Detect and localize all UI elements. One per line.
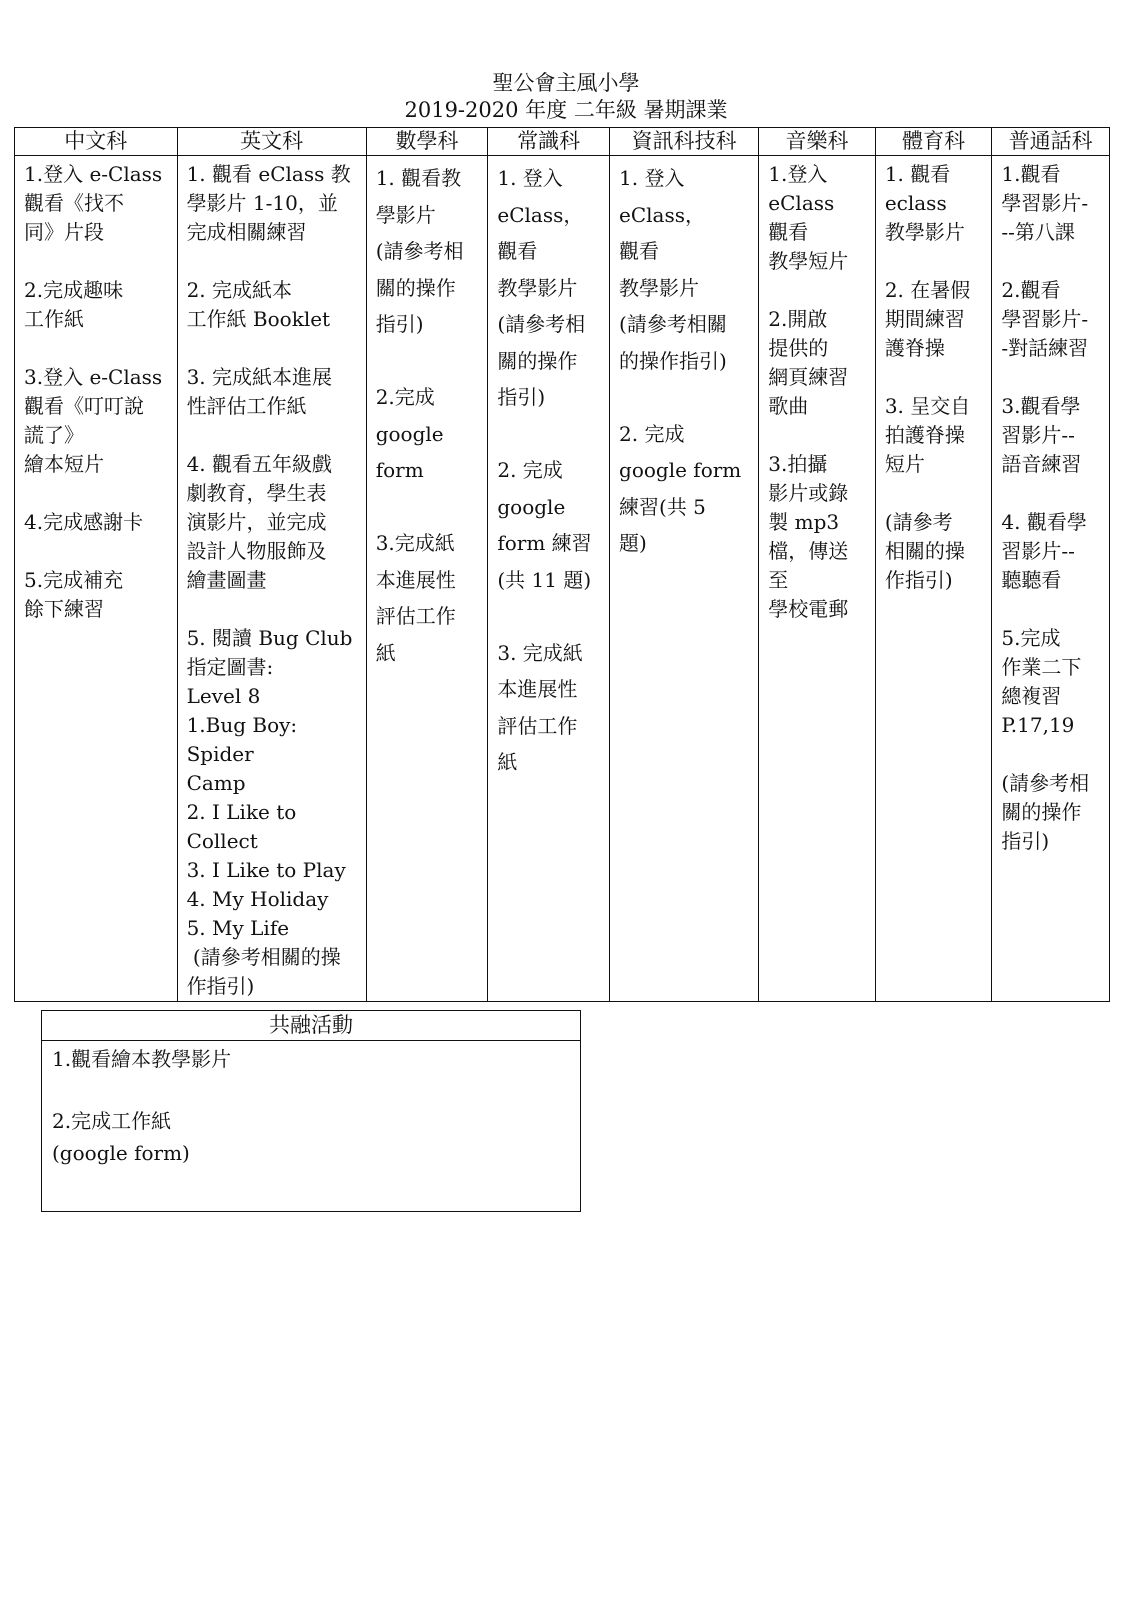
table-row [15,156,1110,1002]
task-item: 2.完成 google form [375,385,444,482]
column-header-english: 英文科 [177,128,366,156]
task-item: 2. 完成紙本 工作紙 Booklet [186,278,331,331]
column-header-chinese: 中文科 [15,128,178,156]
task-item: 1. 登入 eClass， 觀看 教學影片 (請參考相關 的操作指引) [619,166,727,373]
task-item: 5. 閱讀 Bug Club 指定圖書: Level 8 1.Bug Boy: Spider Camp 2. I Like to Collect 3. I Like to Play 4. My Holiday 5. My Life (請參考相關的操 作指引) [186,626,353,998]
english-tasks-cell [177,156,366,1002]
task-item: 1. 觀看教 學影片 (請參考相 關的操作 指引) [375,166,464,336]
task-item: 1. 觀看 eclass 教學影片 [884,162,965,244]
column-header-general-studies: 常識科 [488,128,610,156]
task-item: 3.登入 e-Class 觀看《叮叮說 謊了》 繪本短片 [24,365,163,476]
task-item: 1.登入 eClass 觀看 教學短片 [768,162,849,273]
task-item: 3. 完成紙本進展 性評估工作紙 [186,365,333,418]
inclusion-activity-box [41,1010,581,1212]
document-subtitle: 2019-2020 年度 二年級 暑期課業 [404,98,728,122]
task-item: 1.登入 e-Class 觀看《找不 同》片段 [24,162,163,244]
task-item: 3.觀看學 習影片-- 語音練習 [1001,394,1082,476]
column-header-putonghua: 普通話科 [992,128,1110,156]
homework-table [14,127,1110,1002]
task-item: 1. 觀看 eClass 教 學影片 1-10，並 完成相關練習 [186,162,351,244]
task-item: 3.完成紙 本進展性 評估工作 紙 [375,531,456,665]
task-item: 4. 觀看學 習影片-- 聽聽看 [1001,510,1087,592]
task-item: (請參考 相關的操 作指引) [884,510,965,592]
column-header-math: 數學科 [366,128,488,156]
column-header-pe: 體育科 [875,128,992,156]
ict-tasks-cell [610,156,759,1002]
school-name: 聖公會主風小學 [492,71,640,95]
activity-item: 1.觀看繪本教學影片 [52,1047,232,1071]
task-item: 4.完成感謝卡 [24,510,144,534]
column-header-ict: 資訊科技科 [610,128,759,156]
task-item: 4. 觀看五年級戲 劇教育，學生表 演影片，並完成 設計人物服飾及 繪畫圖畫 [186,452,333,592]
task-item: 3.拍攝 影片或錄 製 mp3 檔，傳送 至 學校電郵 [768,452,849,621]
task-item: 1.觀看 學習影片- --第八課 [1001,162,1089,244]
task-item: 5.完成 作業二下 總複習 P.17,19 [1001,626,1082,737]
column-header-music: 音樂科 [759,128,876,156]
task-item: 1. 登入 eClass， 觀看 教學影片 (請參考相 關的操作 指引) [497,166,586,409]
task-item: 2.完成趣味 工作紙 [24,278,124,331]
task-item: 2. 在暑假 期間練習 護脊操 [884,278,971,360]
task-item: 2. 完成 google form 練習(共 5 題) [619,421,742,555]
table-header-row [15,128,1110,156]
task-item: (請參考相 關的操作 指引) [1001,771,1090,853]
inclusion-activity-title: 共融活動 [42,1011,580,1041]
chinese-tasks-cell [15,156,178,1002]
task-item: 2.開啟 提供的 網頁練習 歌曲 [768,307,849,418]
task-item: 3. 完成紙 本進展性 評估工作 紙 [497,640,583,774]
inclusion-activity-body [42,1041,580,1171]
task-item: 3. 呈交自 拍護脊操 短片 [884,394,971,476]
activity-item: 2.完成工作紙 (google form) [52,1109,190,1165]
math-tasks-cell [366,156,488,1002]
putonghua-tasks-cell [992,156,1110,1002]
task-item: 2. 完成 google form 練習 (共 11 題) [497,458,592,592]
task-item: 2.觀看 學習影片- -對話練習 [1001,278,1089,360]
task-item: 5.完成補充 餘下練習 [24,568,124,621]
music-tasks-cell [759,156,876,1002]
pe-tasks-cell [875,156,992,1002]
general-studies-tasks-cell [488,156,610,1002]
